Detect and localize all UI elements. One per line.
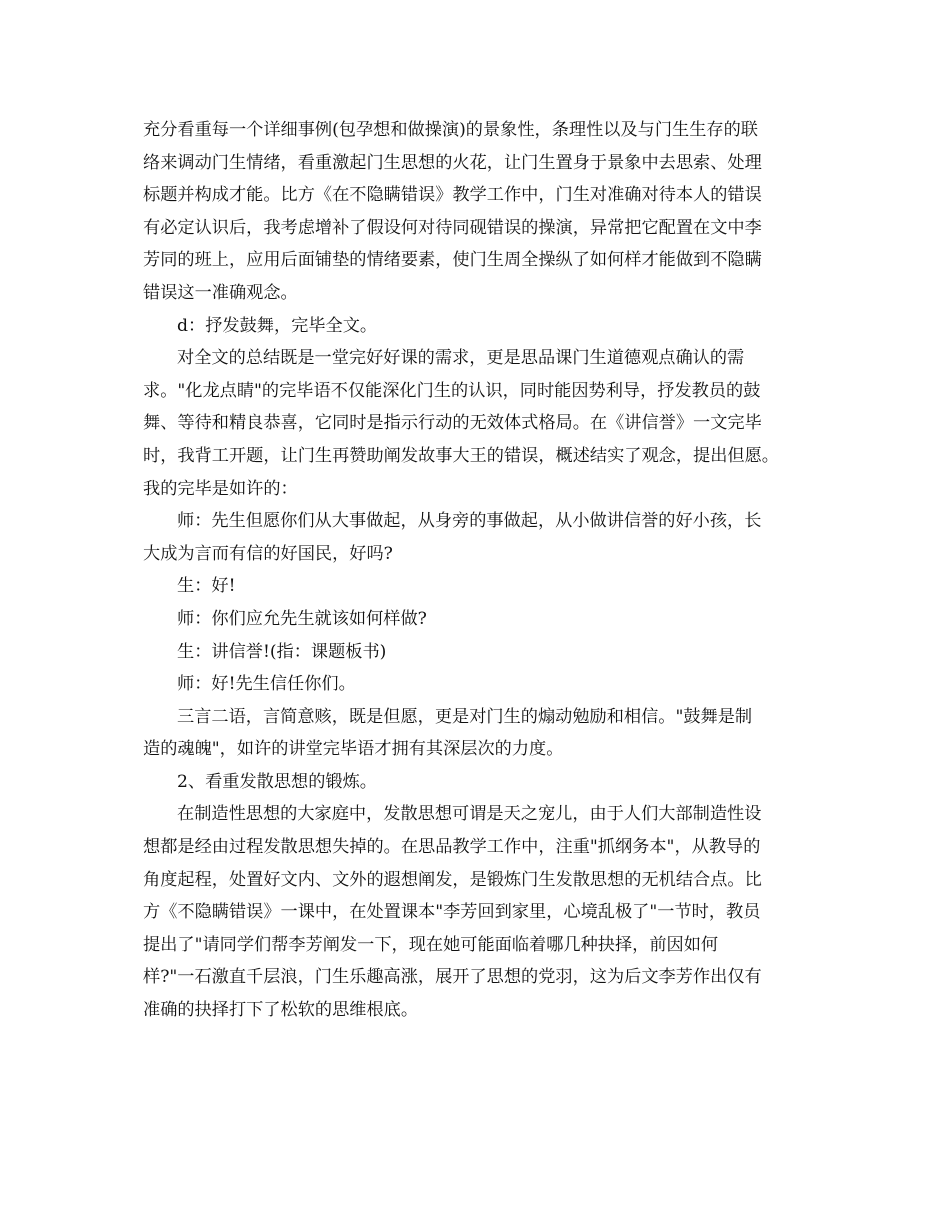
text-line: 2、看重发散思想的锻炼。 [177,771,377,792]
text-line: 时，我背工开题，让门生再赞助阐发故事大王的错误，概述结实了观念，提出但愿。 [143,445,779,466]
text-line: 师：先生但愿你们从大事做起，从身旁的事做起，从小做讲信誉的好小孩，长 [177,511,762,532]
text-line: 想都是经由过程发散思想失掉的。在思品教学工作中，注重"抓纲务本"，从教导的 [143,837,761,858]
text-line: 有必定认识后，我考虑增补了假设何对待同砚错误的操演，异常把它配置在文中李 [143,217,762,238]
text-line: 造的魂魄"，如许的讲堂完毕语才拥有其深层次的力度。 [143,739,564,760]
text-line: 芳同的班上，应用后面铺垫的情绪要素，使门生周全操纵了如何样才能做到不隐瞒 [143,250,762,271]
text-line: 络来调动门生情绪，看重激起门生思想的火花，让门生置身于景象中去思索、处理 [143,152,762,173]
text-line: 生：讲信誉!(指：课题板书) [177,641,387,662]
text-line: d：抒发鼓舞，完毕全文。 [177,315,378,336]
text-line: 对全文的总结既是一堂完好好课的需求，更是思品课门生道德观点确认的需 [177,348,745,369]
text-line: 师：你们应允先生就该如何样做? [177,608,427,629]
text-line: 生：好! [177,576,236,597]
text-line: 三言二语，言简意赅，既是但愿，更是对门生的煽动勉励和相信。"鼓舞是制 [177,706,753,727]
text-line: 角度起程，处置好文内、文外的遐想阐发，是锻炼门生发散思想的无机结合点。比 [143,869,762,890]
text-line: 样?"一石激直千层浪，门生乐趣高涨，展开了思想的党羽，这为后文李芳作出仅有 [143,967,762,988]
text-line: 标题并构成才能。比方《在不隐瞒错误》教学工作中，门生对准确对待本人的错误 [143,185,762,206]
text-line: 大成为言而有信的好国民，好吗? [143,543,393,564]
text-line: 方《不隐瞒错误》一课中，在处置课本"李芳回到家里，心境乱极了"一节时，教员 [143,902,761,923]
text-line: 师：好!先生信任你们。 [177,674,356,695]
text-line: 准确的抉择打下了松软的思维根底。 [143,1000,419,1021]
text-line: 提出了"请同学们帮李芳阐发一下，现在她可能面临着哪几种抉择，前因如何 [143,934,719,955]
text-line: 舞、等待和精良恭喜，它同时是指示行动的无效体式格局。在《讲信誉》一文完毕 [143,413,762,434]
document-body [143,114,813,1027]
text-line: 错误这一准确观念。 [143,282,298,303]
text-line: 充分看重每一个详细事例(包孕想和做操演)的景象性，条理性以及与门生生存的联 [143,120,758,140]
text-line: 求。"化龙点睛"的完毕语不仅能深化门生的认识，同时能因势利导，抒发教员的鼓 [143,380,761,401]
text-line: 在制造性思想的大家庭中，发散思想可谓是天之宠儿，由于人们大部制造性设 [177,804,762,825]
text-line: 我的完毕是如许的： [143,478,298,499]
